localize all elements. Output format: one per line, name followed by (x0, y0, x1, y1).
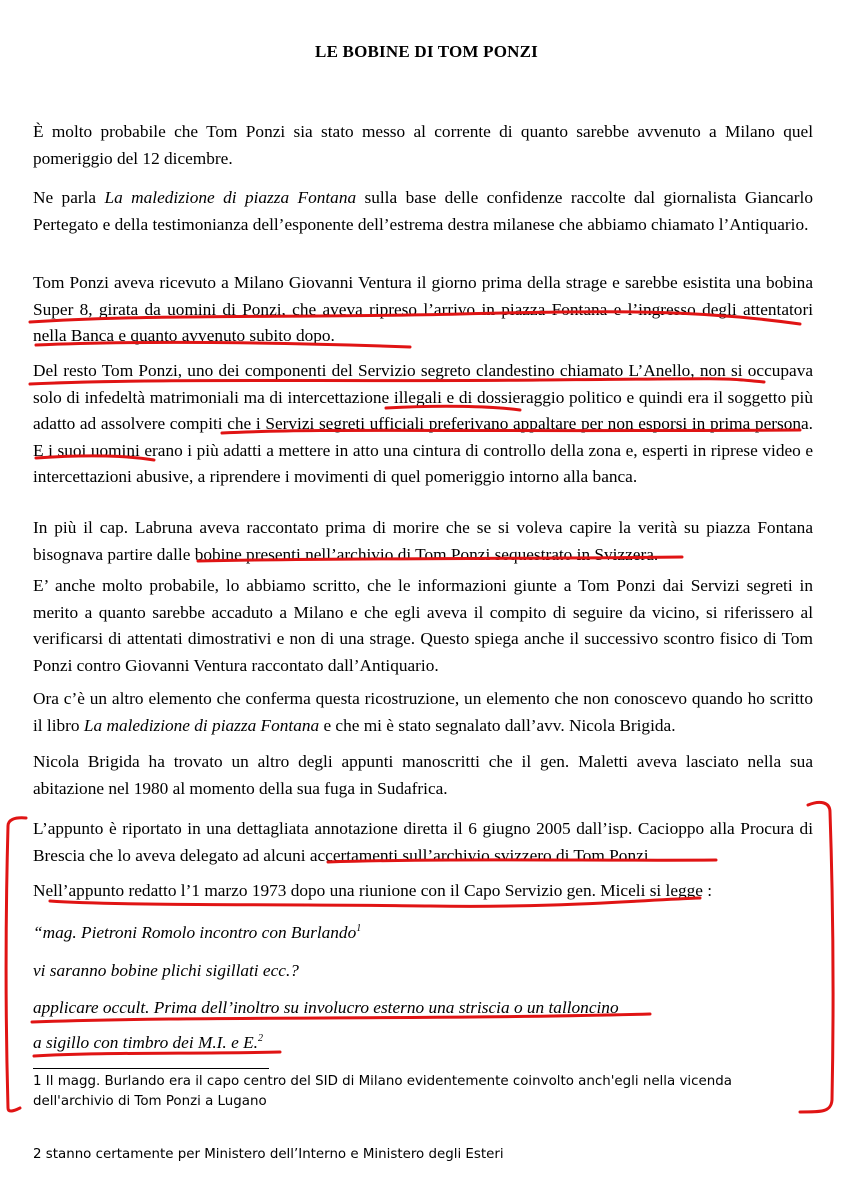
paragraph-4: Del resto Tom Ponzi, uno dei componenti del Servizio segreto clandestino chiamato L’Anello, non si occupava solo di infedeltà matrimoniali ma di intercettazione illegali e di dossieraggio politico e quindi era il soggetto più adatto ad assolvere compiti che i Servizi segreti ufficiali preferivano appaltare per non esporsi in prima persona. E i suoi uomini erano i più adatti a mettere in atto una cintura di controllo della zona e, esperti in riprese video e intercettazioni abusive, a riprendere i movimenti di quel pomeriggio intorno alla banca. (33, 361, 813, 486)
quote-line-1 (33, 920, 361, 946)
paragraph-2-text-b: sulla base delle confidenze raccolte dal giornalista Giancarlo Pertegato e della testimonianza dell’esponente dell’estrema destra milanese che abbiamo chiamato l’Antiquario. (33, 188, 813, 234)
paragraph-7 (33, 686, 813, 739)
paragraph-10: Nell’appunto redatto l’1 marzo 1973 dopo una riunione con il Capo Servizio gen. Miceli si legge : (33, 881, 713, 900)
paragraph-1: È molto probabile che Tom Ponzi sia stato messo al corrente di quanto sarebbe avvenuto a Milano quel pomeriggio del 12 dicembre. (33, 122, 813, 168)
footnote-ref-1: 1 (356, 923, 362, 934)
quote-line-4 (33, 1030, 263, 1056)
quote-line-4-text: a sigillo con timbro dei M.I. e E. (33, 1033, 258, 1052)
footnote-ref-2: 2 (257, 1033, 263, 1044)
quote-line-1-text: “mag. Pietroni Romolo incontro con Burlando (33, 923, 357, 942)
paragraph-8: Nicola Brigida ha trovato un altro degli appunti manoscritti che il gen. Maletti aveva lasciato nella sua abitazione nel 1980 al momento della sua fuga in Sudafrica. (33, 752, 813, 798)
footnote-separator (33, 1068, 269, 1069)
quote-line-3: applicare occult. Prima dell’inoltro su involucro esterno una striscia o un talloncino (33, 998, 619, 1017)
book-title-reference: La maledizione di piazza Fontana (104, 188, 357, 207)
paragraph-9: L’appunto è riportato in una dettagliata annotazione diretta il 6 giugno 2005 dall’isp. Cacioppo alla Procura di Brescia che lo aveva delegato ad alcuni accertamenti sull’archivio svizzero di Tom Ponzi. (33, 819, 813, 865)
paragraph-2-text-a: Ne parla (33, 188, 105, 207)
paragraph-5: In più il cap. Labruna aveva raccontato prima di morire che se si voleva capire la verità su piazza Fontana bisognava partire dalle bobine presenti nell’archivio di Tom Ponzi sequestrato in Svizzera. (33, 518, 813, 564)
red-left-bracket (6, 818, 26, 1111)
paragraph-6: E’ anche molto probabile, lo abbiamo scritto, che le informazioni giunte a Tom Ponzi dai Servizi segreti in merito a quanto sarebbe accaduto a Milano e che egli aveva il compito di seguire da vicino, si riferissero al verificarsi di attentati dimostrativi e non di una strage. Questo spiega anche il successivo scontro fisico di Tom Ponzi contro Giovanni Ventura raccontato dall’Antiquario. (33, 576, 813, 675)
paragraph-7-text-b: e che mi è stato segnalato dall’avv. Nicola Brigida. (319, 715, 676, 735)
quote-line-2: vi saranno bobine plichi sigillati ecc.? (33, 961, 299, 980)
page-title: LE BOBINE DI TOM PONZI (315, 42, 538, 61)
paragraph-7-text-a: Ora c’è un altro elemento che conferma questa ricostruzione, un elemento che non conoscevo quando ho scritto il libro (33, 689, 813, 735)
footnote-2: 2 stanno certamente per Ministero dell’Interno e Ministero degli Esteri (33, 1147, 504, 1162)
footnote-1: 1 Il magg. Burlando era il capo centro del SID di Milano evidentemente coinvolto anch'egli nella vicenda dell'archivio di Tom Ponzi a Lugano (33, 1074, 732, 1109)
paragraph-2 (33, 185, 813, 238)
book-title-reference: La maledizione di piazza Fontana (83, 715, 320, 735)
paragraph-3: Tom Ponzi aveva ricevuto a Milano Giovanni Ventura il giorno prima della strage e sarebbe esistita una bobina Super 8, girata da uomini di Ponzi, che aveva ripreso l’arrivo in piazza Fontana e l’ingresso degli attentatori nella Banca e quanto avvenuto subito dopo. (33, 273, 813, 345)
